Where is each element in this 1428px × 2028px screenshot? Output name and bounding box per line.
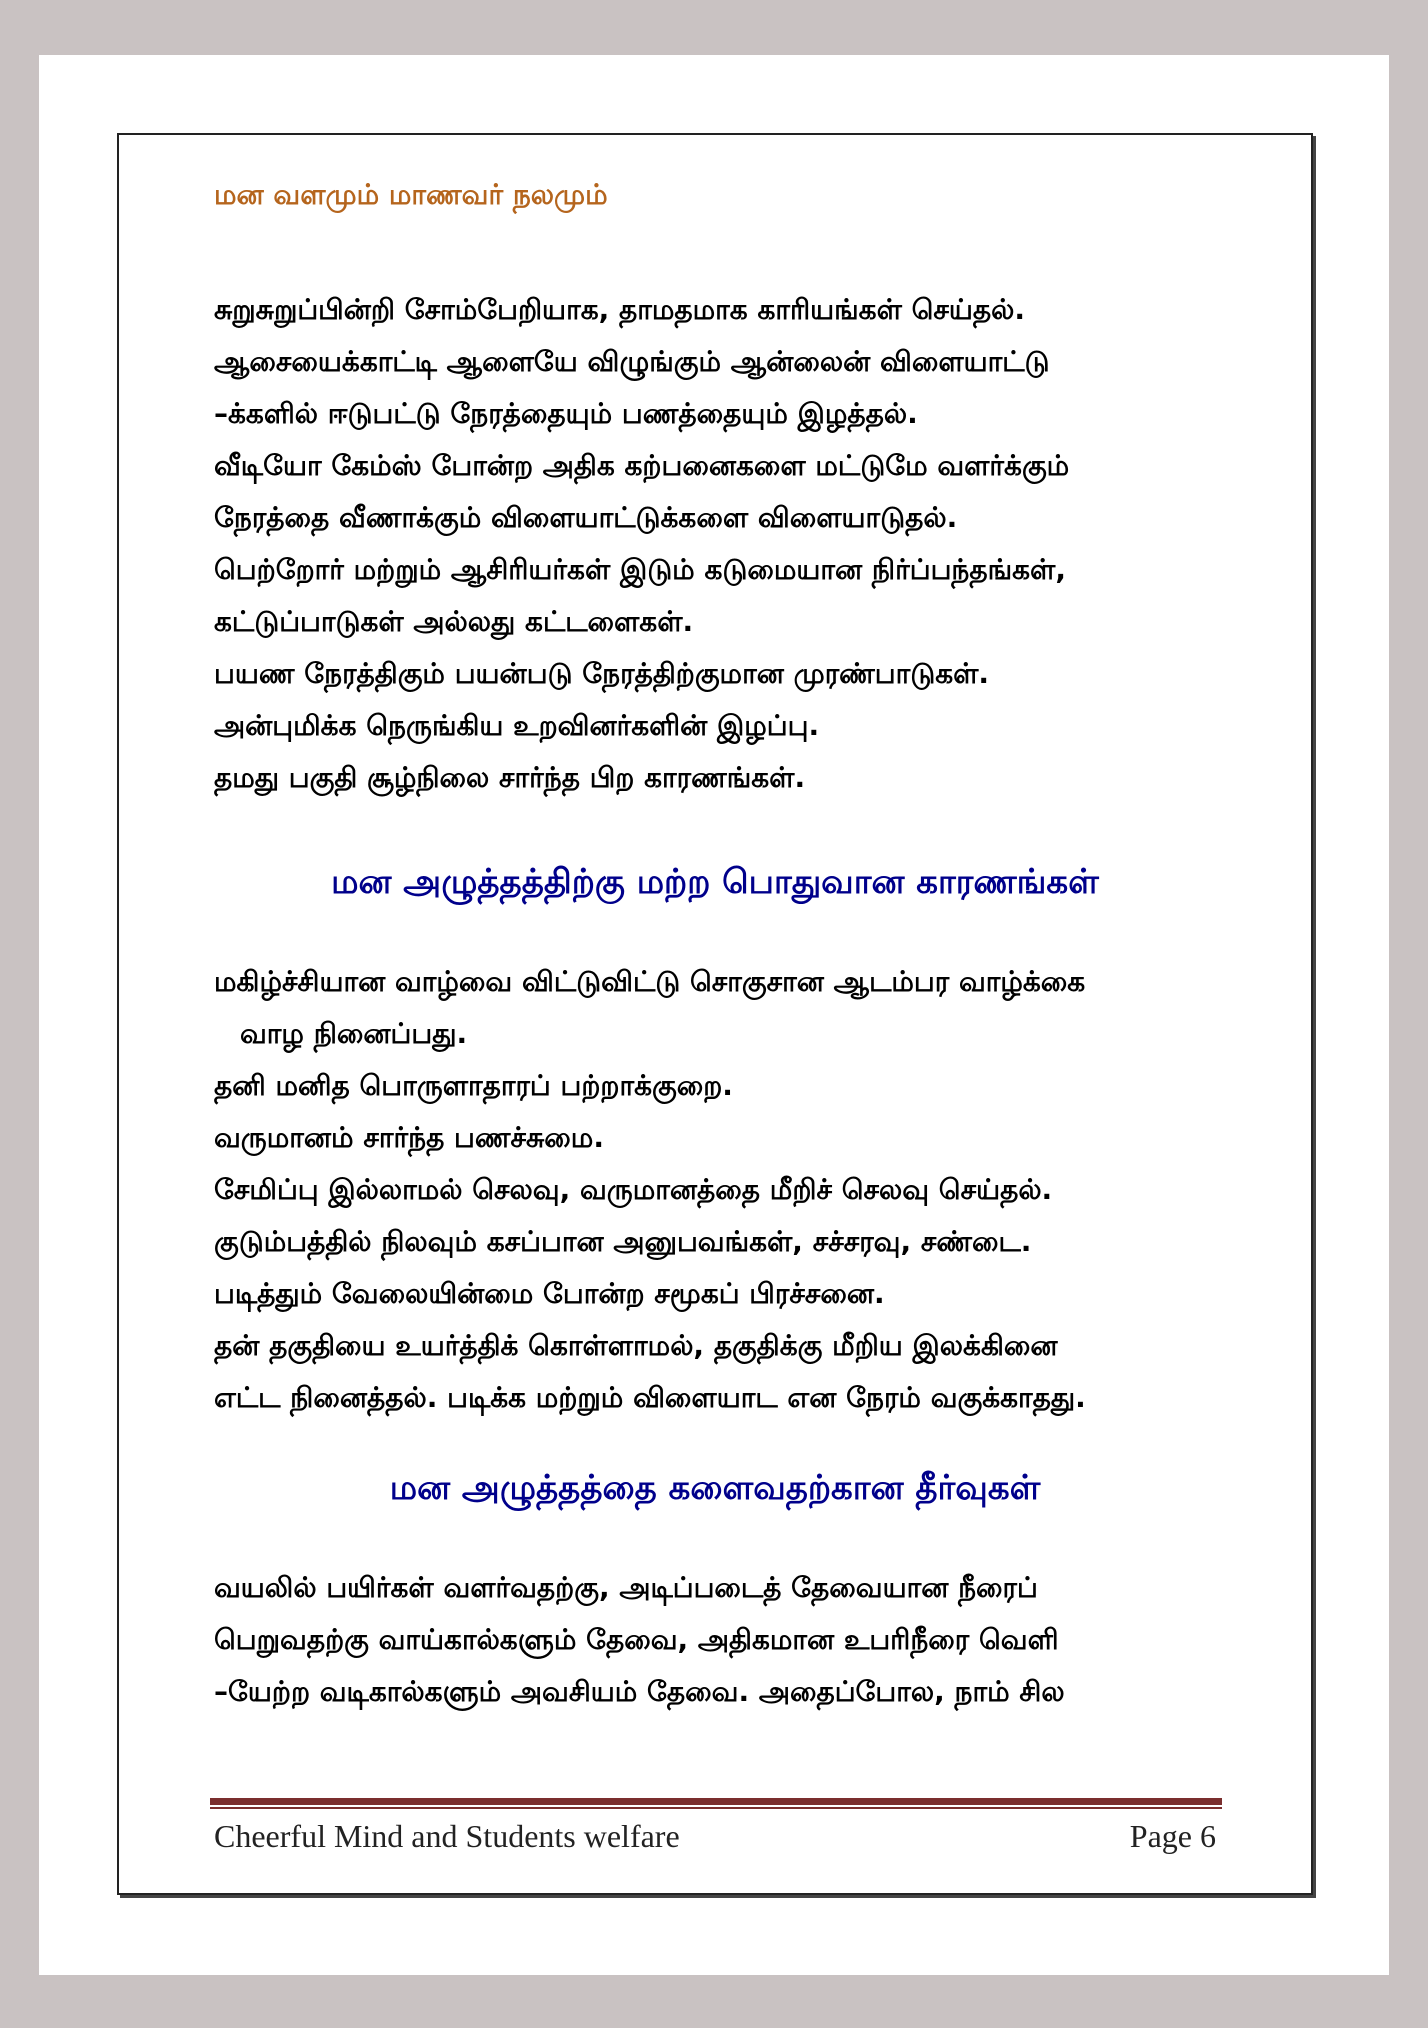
list-item: வருமானம் சார்ந்த பணச்சுமை. bbox=[214, 1121, 604, 1154]
causes-list bbox=[214, 284, 1274, 804]
list-item: ஆசையைக்காட்டி ஆளையே விழுங்கும் ஆன்லைன் விளையாட்டு bbox=[214, 345, 1050, 378]
running-header: மன வளமும் மாணவர் நலமும் bbox=[214, 178, 608, 211]
list-item: பயண நேரத்திகும் பயன்படு நேரத்திற்குமான முரண்பாடுகள். bbox=[214, 657, 990, 690]
solutions-paragraph bbox=[214, 1562, 1274, 1718]
list-item: அன்புமிக்க நெருங்கிய உறவினர்களின் இழப்பு. bbox=[214, 709, 820, 742]
page-number: Page 6 bbox=[1129, 1818, 1216, 1854]
common-causes-list bbox=[214, 956, 1274, 1424]
footer-divider bbox=[210, 1798, 1222, 1809]
list-item: கட்டுப்பாடுகள் அல்லது கட்டளைகள். bbox=[214, 605, 694, 638]
list-item: எட்ட நினைத்தல். படிக்க மற்றும் விளையாட என நேரம் வகுக்காதது. bbox=[214, 1381, 1086, 1414]
list-item: வீடியோ கேம்ஸ் போன்ற அதிக கற்பனைகளை மட்டுமே வளர்க்கும் bbox=[214, 449, 1070, 482]
list-item: படித்தும் வேலையின்மை போன்ற சமூகப் பிரச்சனை. bbox=[214, 1277, 885, 1310]
list-item: குடும்பத்தில் நிலவும் கசப்பான அனுபவங்கள், சச்சரவு, சண்டை. bbox=[214, 1225, 1032, 1258]
list-item: –க்களில் ஈடுபட்டு நேரத்தையும் பணத்தையும் இழத்தல். bbox=[214, 397, 918, 430]
list-item: தனி மனித பொருளாதாரப் பற்றாக்குறை. bbox=[214, 1069, 733, 1102]
list-item: நேரத்தை வீணாக்கும் விளையாட்டுக்களை விளையாடுதல். bbox=[214, 501, 958, 534]
section-heading-solutions: மன அழுத்தத்தை களைவதற்கான தீர்வுகள் bbox=[389, 1468, 1041, 1508]
footer-title: Cheerful Mind and Students welfare bbox=[214, 1818, 680, 1854]
list-item: சேமிப்பு இல்லாமல் செலவு, வருமானத்தை மீறிச் செலவு செய்தல். bbox=[214, 1173, 1053, 1206]
list-item: சுறுசுறுப்பின்றி சோம்பேறியாக, தாமதமாக காரியங்கள் செய்தல். bbox=[214, 293, 1026, 326]
section-heading-common-causes: மன அழுத்தத்திற்கு மற்ற பொதுவான காரணங்கள் bbox=[331, 862, 1099, 902]
list-item: தன் தகுதியை உயர்த்திக் கொள்ளாமல், தகுதிக்கு மீறிய இலக்கினை bbox=[214, 1329, 1058, 1362]
list-item: வாழ நினைப்பது. bbox=[240, 1017, 468, 1050]
list-item: தமது பகுதி சூழ்நிலை சார்ந்த பிற காரணங்கள். bbox=[214, 761, 806, 794]
list-item: மகிழ்ச்சியான வாழ்வை விட்டுவிட்டு சொகுசான ஆடம்பர வாழ்க்கை bbox=[214, 965, 1086, 998]
paragraph-line: வயலில் பயிர்கள் வளர்வதற்கு, அடிப்படைத் தேவையான நீரைப் bbox=[214, 1571, 1038, 1604]
list-item: பெற்றோர் மற்றும் ஆசிரியர்கள் இடும் கடுமையான நிர்ப்பந்தங்கள், bbox=[214, 553, 1066, 586]
paragraph-line: –யேற்ற வடிகால்களும் அவசியம் தேவை. அதைப்போல, நாம் சில bbox=[214, 1675, 1065, 1708]
paragraph-line: பெறுவதற்கு வாய்கால்களும் தேவை, அதிகமான உபரிநீரை வெளி bbox=[214, 1623, 1059, 1656]
